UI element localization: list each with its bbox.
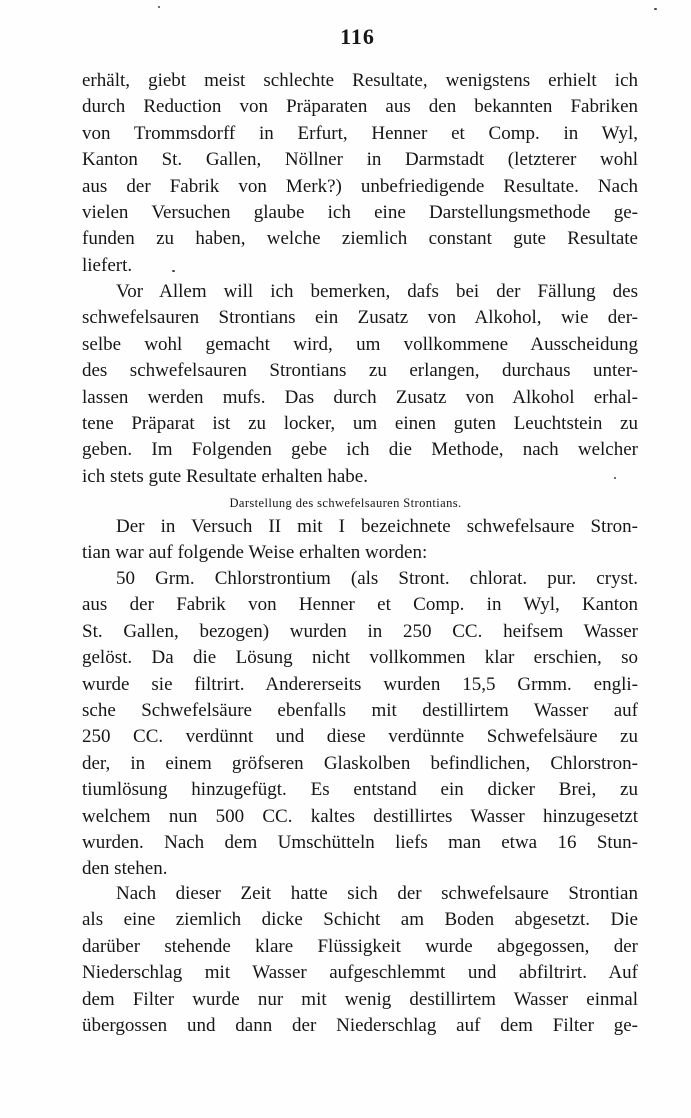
text-line: der, in einem gröfseren Glaskolben befindlichen, Chlorstron- <box>82 752 638 774</box>
text-line: ich stets gute Resultate erhalten habe. <box>82 465 368 487</box>
text-line: 50 Grm. Chlorstrontium (als Stront. chlorat. pur. cryst. <box>116 568 638 589</box>
text-line: 250 CC. verdünnt und diese verdünnte Schwefelsäure zu <box>82 726 638 748</box>
text-line: tene Präparat ist zu locker, um einen guten Leuchtstein zu <box>82 412 638 434</box>
text-line: geben. Im Folgenden gebe ich die Methode, nach welcher <box>82 439 638 461</box>
text-line: lassen werden mufs. Das durch Zusatz von Alkohol erhal- <box>82 386 638 408</box>
text-line: tian war auf folgende Weise erhalten worden: <box>82 542 428 564</box>
text-line: liefert. <box>82 254 133 276</box>
scan-speck <box>158 6 160 8</box>
text-line: dem Filter wurde nur mit wenig destillirtem Wasser einmal <box>82 988 638 1010</box>
paragraph-alcohol-remark <box>82 279 638 490</box>
text-line: Der in Versuch II mit I bezeichnete schwefelsaure Stron- <box>116 516 638 537</box>
text-line: von Trommsdorff in Erfurt, Henner et Comp. in Wyl, <box>82 122 638 144</box>
scan-speck <box>654 8 657 10</box>
text-line: Nach dieser Zeit hatte sich der schwefelsaure Strontian <box>116 883 638 904</box>
text-line: erhält, giebt meist schlechte Resultate, wenigstens erhielt ich <box>82 70 638 91</box>
text-line: Niederschlag mit Wasser aufgeschlemmt und abfiltrirt. Auf <box>82 962 638 984</box>
section-heading: Darstellung des schwefelsauren Strontians. <box>229 496 462 510</box>
text-line: schwefelsauren Strontians ein Zusatz von Alkohol, wie der- <box>82 307 638 329</box>
paragraph-sediment <box>82 881 638 1039</box>
text-line: tiumlösung hinzugefügt. Es entstand ein dicker Brei, zu <box>82 779 638 801</box>
text-line: welchem nun 500 CC. kaltes destillirtes Wasser hinzugesetzt <box>82 805 638 827</box>
page-number: 116 <box>340 24 375 49</box>
text-line: Kanton St. Gallen, Nöllner in Darmstadt (letzterer wohl <box>82 149 638 171</box>
text-line: wurde sie filtrirt. Andererseits wurden 15,5 Grmm. engli- <box>82 673 638 695</box>
text-line: wurden. Nach dem Umschütteln liefs man etwa 16 Stun- <box>82 831 638 853</box>
text-line: St. Gallen, bezogen) wurden in 250 CC. heifsem Wasser <box>82 620 638 642</box>
scan-speck <box>172 270 175 272</box>
paragraph-continuation <box>82 68 638 279</box>
text-line: selbe wohl gemacht wird, um vollkommene Ausscheidung <box>82 333 638 355</box>
text-line: sche Schwefelsäure ebenfalls mit destillirtem Wasser auf <box>82 699 638 721</box>
text-line: als eine ziemlich dicke Schicht am Boden abgesetzt. Die <box>82 909 638 931</box>
text-line: durch Reduction von Präparaten aus den bekannten Fabriken <box>82 96 638 118</box>
text-line: aus der Fabrik von Merk?) unbefriedigende Resultate. Nach <box>82 175 638 197</box>
text-line: Vor Allem will ich bemerken, dafs bei der Fällung des <box>116 281 638 302</box>
text-line: darüber stehende klare Flüssigkeit wurde abgegossen, der <box>82 935 638 957</box>
text-line: funden zu haben, welche ziemlich constant gute Resultate <box>82 228 638 250</box>
text-line: gelöst. Da die Lösung nicht vollkommen klar erschien, so <box>82 647 638 669</box>
text-line: aus der Fabrik von Henner et Comp. in Wyl, Kanton <box>82 594 638 616</box>
paragraph-versuch <box>82 514 638 567</box>
scan-speck <box>614 477 616 479</box>
paragraph-procedure <box>82 566 638 883</box>
text-line: übergossen und dann der Niederschlag auf dem Filter ge- <box>82 1014 638 1036</box>
text-line: des schwefelsauren Strontians zu erlangen, durchaus unter- <box>82 360 638 382</box>
text-line: vielen Versuchen glaube ich eine Darstellungsmethode ge- <box>82 201 638 223</box>
text-line: den stehen. <box>82 858 168 880</box>
